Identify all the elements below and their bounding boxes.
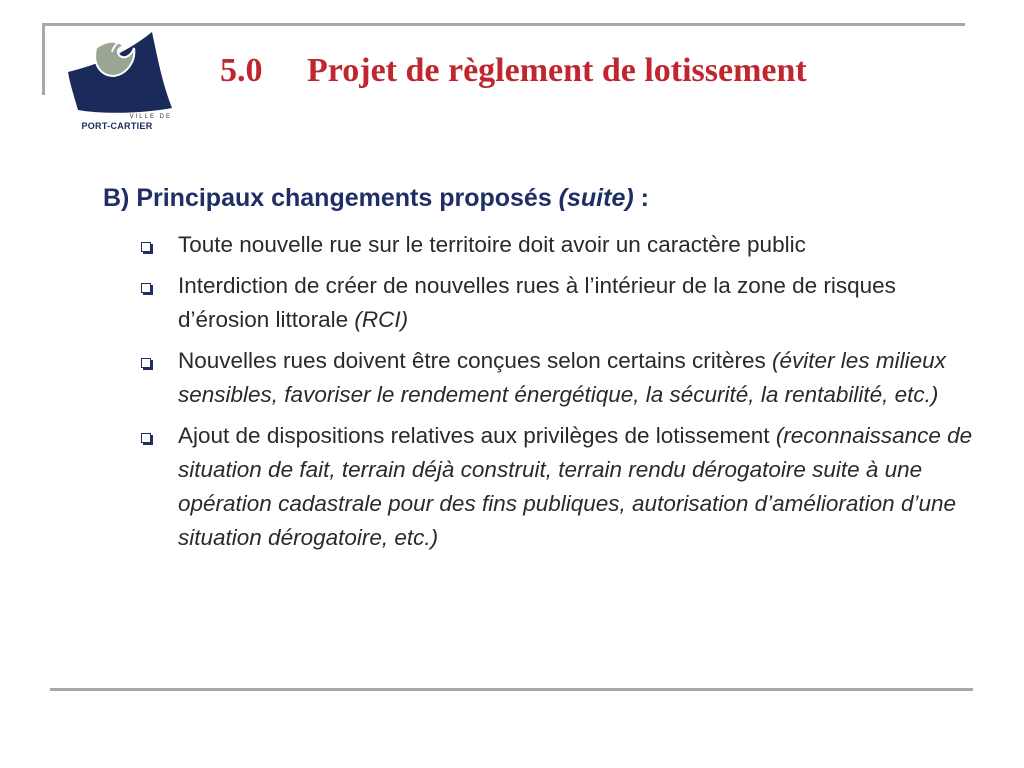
title-number: 5.0 (220, 52, 263, 89)
bullet-item (138, 419, 978, 555)
bullet-text: Ajout de dispositions relatives aux privilèges de lotissement (178, 423, 776, 448)
bullet-item (138, 344, 978, 412)
heading-suffix: : (633, 184, 649, 212)
section-heading (103, 184, 649, 213)
square-bullet-icon (141, 358, 151, 368)
square-bullet-icon (141, 283, 151, 293)
heading-main: B) Principaux changements proposés (103, 184, 559, 212)
frame-left-rule (42, 23, 45, 95)
title-text: Projet de règlement de lotissement (307, 52, 807, 89)
square-bullet-icon (141, 242, 151, 252)
bullet-text: Interdiction de créer de nouvelles rues à l’intérieur de la zone de risques d’érosion littorale (178, 273, 896, 332)
heading-italic: (suite) (558, 184, 634, 212)
bullet-italic-text: (éviter les milieux sensibles, favoriser le rendement énergétique, la sécurité, la rentabilité, etc.) (178, 348, 946, 407)
frame-top-rule (42, 23, 965, 26)
bullet-text: Toute nouvelle rue sur le territoire doit avoir un caractère public (178, 232, 806, 257)
logo-emblem-icon (62, 30, 172, 115)
port-cartier-logo (62, 30, 182, 135)
bullet-item (138, 228, 978, 262)
slide-title (220, 52, 807, 90)
bullet-text: Nouvelles rues doivent être conçues selon certains critères (178, 348, 773, 373)
square-bullet-icon (141, 433, 151, 443)
bullet-italic-text: (RCI) (354, 307, 409, 332)
bullet-item (138, 269, 978, 337)
bullet-italic-text: (reconnaissance de situation de fait, terrain déjà construit, terrain rendu dérogatoire suite à une opération cadastrale pour des fins publiques, autorisation d’amélioration d’une situation dérogatoire, etc.) (178, 423, 973, 550)
bullet-list (138, 228, 978, 562)
logo-text-ville-de: VILLE DE (129, 114, 172, 120)
logo-text-port-cartier: PORT-CARTIER (81, 121, 153, 131)
frame-bottom-rule (50, 688, 973, 691)
